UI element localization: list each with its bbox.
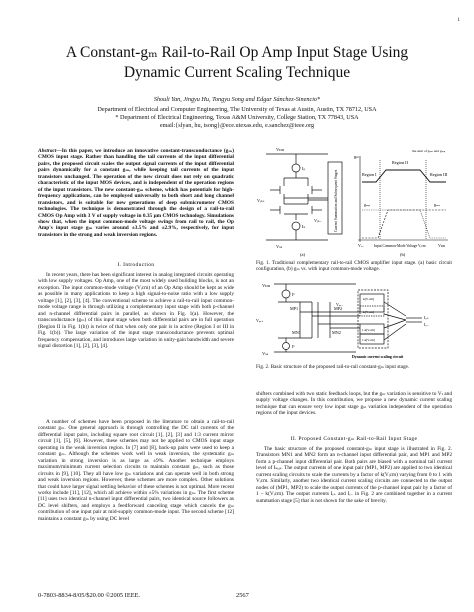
author-list: Shouli Yan, Jingyu Hu, Tongyu Song and Edgar Sánchez-Sinencio* bbox=[153, 96, 321, 103]
fig1-sub-b: (b) bbox=[400, 252, 406, 257]
fig1-vinm-label: Vᵢₙ₋ bbox=[314, 218, 322, 223]
fig2-k-top2: k(Vᵢcm) bbox=[363, 310, 375, 314]
fig1-side-box-label: Current Summation and Subsequent Stages bbox=[334, 169, 338, 232]
abstract-text: —In this paper, we introduce an innovative constant-transconductance (gₘ) CMOS input stage. Rather than handling the tail currents of the input differential pairs, the proposed circuit scales the output signal currents of the input differential pairs dynamically for a constant gₘ, while keeping tail currents of the input transistors unchanged. The operation of the new circuit does not rely on quadratic characteristic of the input MOS devices, and is independent of the operation regions of the input transistors. The new constant-gₘ scheme, which has potentials for high-frequency applications, can be employed universally to both short and long channel transistors, and is suitable for new generations of deep submicrometer CMOS technologies. The technique is demonstrated through the design of a rail-to-rail CMOS Op Amp with 3 V of supply voltage in 0.35 μm CMOS technology. Simulations show that, when the input common-mode voltage swings from rail to rail, the Op Amp's input stage gₘ varies around ±3.5% and ±2.9%, respectively, for input transistors in the strong and weak inversion regions. bbox=[38, 148, 234, 238]
fig2-vinp: Vᵢₙ₊ bbox=[256, 318, 264, 323]
fig2-k-top1: k(Vᵢcm) bbox=[363, 297, 375, 301]
abstract bbox=[38, 148, 234, 238]
fig2-mn1: MN1 bbox=[292, 330, 301, 335]
fig1-vdd-label: Vᴅᴅ bbox=[276, 147, 284, 152]
fig2-k-bot1: 1-k(Vᵢcm) bbox=[362, 328, 376, 332]
affiliation-2: * Department of Electrical Engineering, Texas A&M University, College Station, TX 77843, USA bbox=[115, 114, 359, 121]
figure-2-caption: Fig. 2. Basic structure of the proposed rail-to-rail constant-gₘ input stage. bbox=[256, 364, 410, 370]
fig1-region1: Region I bbox=[362, 172, 377, 177]
abstract-label: Abstract bbox=[38, 148, 57, 154]
page-number: 1 bbox=[457, 18, 460, 23]
fig2-out-p: Iₒ₊ bbox=[424, 315, 429, 320]
fig2-mn2: MN2 bbox=[332, 330, 341, 335]
fig2-out-m: Iₒ₋ bbox=[424, 322, 429, 327]
fig2-vss: Vₛₛ bbox=[262, 351, 269, 356]
affiliation-email: email:{slyan, hu, tsong}@ece.utexas.edu, e.sanchez@ieee.org bbox=[159, 122, 315, 129]
section-heading-introduction: I. Introduction bbox=[117, 262, 155, 268]
fig1-vdd-x: Vᴅᴅ bbox=[438, 243, 446, 248]
fig2-k-bot2: 1-k(Vᵢcm) bbox=[362, 338, 376, 342]
footer-page-number: 2567 bbox=[236, 592, 249, 599]
intro-paragraph-1: In recent years, there has been significant interest in analog integrated circuits operating with low supply voltages. Op Amp, one of the most widely used building blocks, is not an exception. The input common-mode voltage (Vᵢcm) of an Op Amp should be kept as wide as possible in many applications to keep a high signal-to-noise ratio with a low supply voltage [1], [2], [3], [4]. The conventional scheme to achieve a rail-to-rail input common-mode voltage range is through utilizing a complementary input stage with both p-channel and n-channel differential pairs in parallel, as shown in Fig. 1(a). However, the transconductance (gₘ) of this input stage when both differential pairs are in full operation (Region II in Fig. 1(b)) is twice of that when only one pair is in active (Region I or III in Fig. 1(b)). The large variation of the input stage transconductance prevents optimal frequency compensation, and introduces large variation in unity-gain bandwidth and severe signal distortion [1], [2], [3], [4]. bbox=[38, 272, 234, 349]
fig2-vdd: Vᴅᴅ bbox=[262, 283, 270, 288]
fig1-gmp: gₘₚ bbox=[364, 202, 371, 207]
section-heading-proposed: II. Proposed Constant-gₘ Rail-to-Rail Input Stage bbox=[290, 436, 418, 442]
fig1-region3: Region III bbox=[430, 172, 448, 177]
affiliation-1: Department of Electrical and Computer Engineering, The University of Texas at Austin, Austin, TX 78712, USA bbox=[97, 106, 377, 113]
fig1-vinp-label: Vᵢₙ₊ bbox=[257, 198, 265, 203]
fig2-vinm: Vᵢₙ₋ bbox=[336, 302, 344, 307]
fig1-region2: Region II bbox=[392, 160, 408, 165]
footer-copyright: 0-7803-8834-8/05/$20.00 ©2005 IEEE. bbox=[38, 592, 141, 599]
fig2-mp2: MP2 bbox=[334, 306, 343, 311]
paper-title-line2: Dynamic Current Scaling Technique bbox=[123, 64, 351, 81]
figure-1 bbox=[256, 140, 452, 258]
fig2-mp1: MP1 bbox=[290, 306, 299, 311]
fig1-vss-label: Vₛₛ bbox=[276, 244, 283, 249]
section2-paragraph-1: The basic structure of the proposed constant-gₘ input stage is illustrated in Fig. 2. Transistors MN1 and MN2 form an n-channel input differential pair, and MP1 and MP2 form a p-channel input differential pair. Both pairs are biased with a nominal tail current level of Iₛᵢₐₛ. The output currents of one input pair (MP1, MP2) are applied to two identical current scaling circuits to scale the currents by a factor of k(Vᵢcm) varying from 0 to 1 with Vᵢcm. Similarly, another two identical current scaling circuits are connected to the output nodes of (MP1, MP2) to scale the output currents of the p-channel input pair by a factor of 1 − k(Vᵢcm). The output currents Iᵢ₊ and Iᵢ₋ in Fig. 2 are combined together in a current summation stage [5] that is not shown for the sake of brevity. bbox=[256, 446, 452, 504]
intro-paragraph-2: A number of schemes have been proposed in the literature to obtain a rail-to-rail constant gₘ. One general approach is through controlling the DC tail currents of the differential input pairs, including square root circuit [1], [2], [3] and 1:3 current mirror circuit [1], [5], [6]. However, these schemes may not be applied to CMOS input stage operating in the weak inversion region. In [7] and [8], back-up pairs were used to keep a constant gₘ. Although the schemes work well in weak inversion, the systematic gₘ variation in strong inversion is as large as ±9%. Another technique employs maximum/minimum current selection circuits to maintain constant gₘ, such as those circuits in [9], [10]. They all have low gₘ variations and can operate well in both strong and weak inversion regions. However, these schemes are more complex. Other solutions that could have larger signal settling behavior of these schemes is not optimal. More recent works include [11], [12], which all achieve within ±5% variations in gₘ. The first scheme [11] uses two identical n-channel input differential pairs, two identical source followers as DC level shifters, and employs a feedforward canceling stage which cancels the gₘ contribution of one input pair at mid-supply common-mode input. The second scheme [12] maintains a constant gₘ by using DC level bbox=[38, 419, 234, 522]
fig2-ibias-top: Iᵇ bbox=[292, 292, 295, 297]
fig1-sub-a: (a) bbox=[300, 252, 305, 257]
fig1-in-label: Iₙ bbox=[302, 224, 306, 229]
fig1-vss-x: Vₛₛ bbox=[358, 243, 364, 248]
paper-title-line1: A Constant-gₘ Rail-to-Rail Op Amp Input Stage Using bbox=[65, 44, 409, 61]
fig1-gmn: gₘₙ bbox=[434, 202, 441, 207]
figure-1-caption: Fig. 1. Traditional complementary rail-to-rail CMOS amplifier input stage. (a) basic circuit configuration, (b) gₘ vs. with input common-mode voltage. bbox=[256, 260, 452, 273]
fig2-circuit bbox=[274, 284, 422, 352]
fig1-gm-axis: gₘ bbox=[354, 154, 360, 159]
fig1-gm-sum: the sum of gₘₙ and gₘₚ bbox=[412, 149, 446, 153]
fig1b-plot bbox=[358, 156, 448, 242]
figure-2 bbox=[256, 276, 452, 362]
fig1-ip-label: Iₚ bbox=[302, 166, 306, 171]
fig1-xaxis: Input Common-Mode Voltage Vᵢcm bbox=[374, 244, 426, 248]
fig2-box-label: Dynamic current scaling circuit bbox=[352, 355, 404, 359]
intro-paragraph-3: shifters combined with two static feedback loops, but the gₘ variation is sensitive to Vₜ and supply voltage changes. In this contribution, we propose a new dynamic current scaling technique that can ensure very low input stage gₘ variation independent of the operation regions of the input devices. bbox=[256, 391, 452, 417]
fig2-ibias-bot: Iᵇ bbox=[292, 344, 295, 349]
